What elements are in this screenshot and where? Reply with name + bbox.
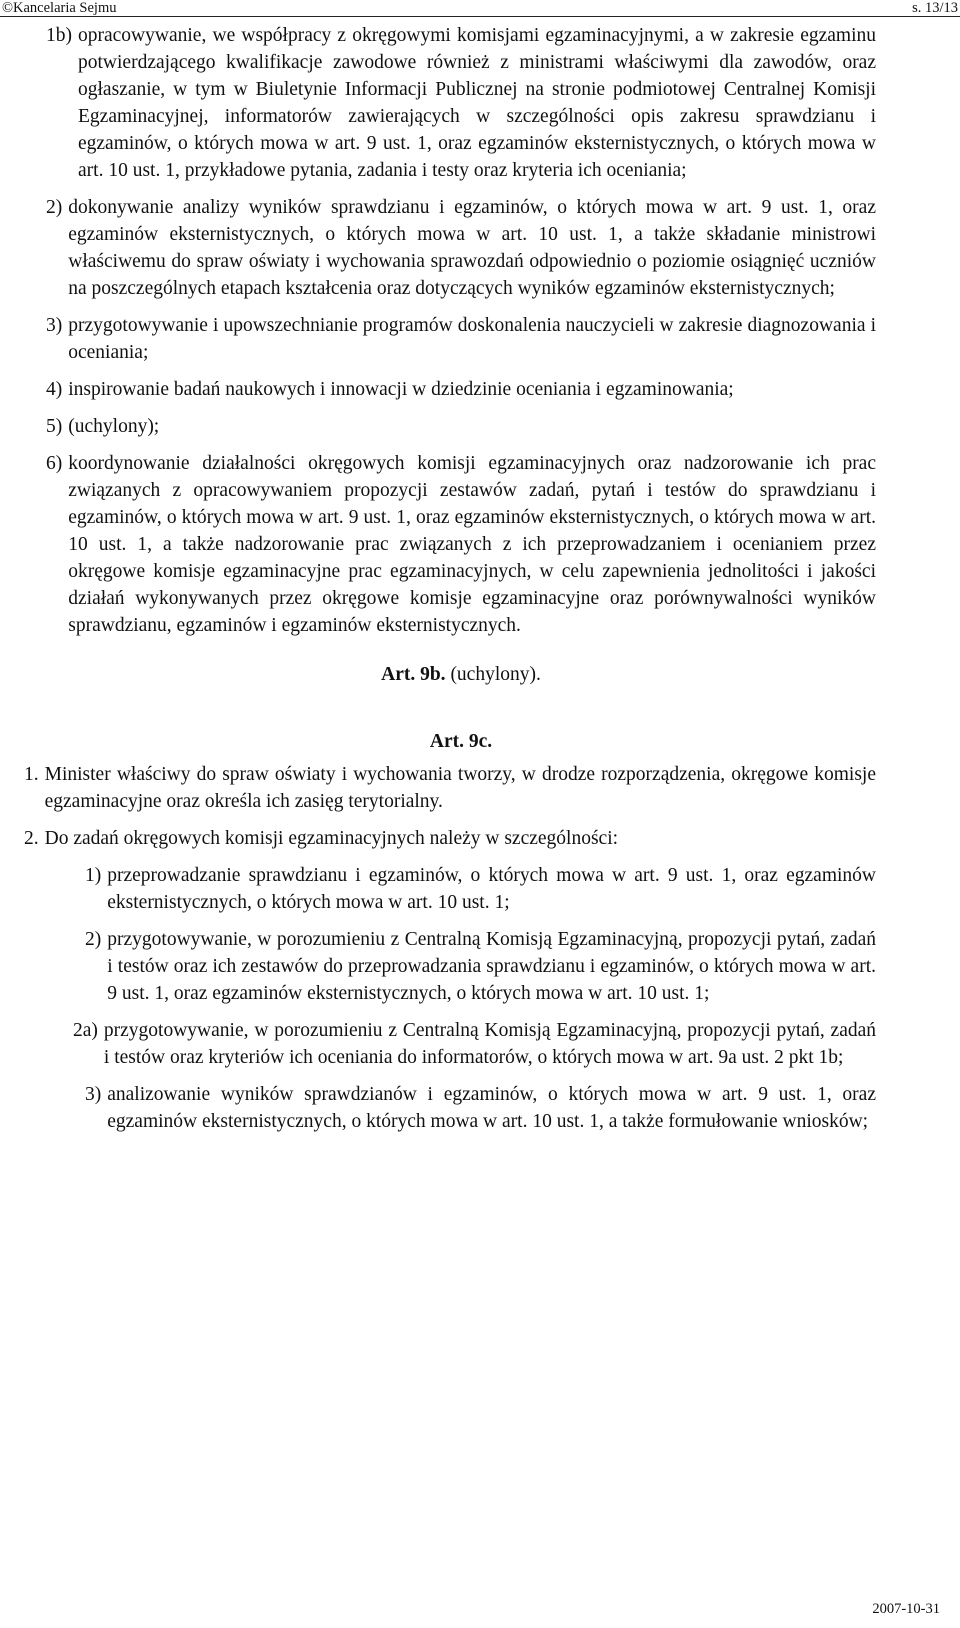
item-text: przygotowywanie i upowszechnianie programów doskonalenia nauczycieli w zakresie diagnozowania i oceniania; <box>68 315 876 363</box>
item-text: przygotowywanie, w porozumieniu z Centralną Komisją Egzaminacyjną, propozycji pytań, zadań i testów oraz kryteriów ich oceniania do informatorów, o których mowa w art. 9a ust. 2 pkt 1b; <box>103 1020 876 1068</box>
page-header <box>0 0 960 20</box>
paragraph-number: 2. <box>24 828 39 849</box>
paragraph-text: Do zadań okręgowych komisji egzaminacyjnych należy w szczególności: <box>44 828 619 849</box>
list-item <box>85 926 876 1007</box>
header-page-number: s. 13/13 <box>912 0 958 16</box>
item-text: opracowywanie, we współpracy z okręgowymi komisjami egzaminacyjnymi, a w zakresie egzaminu potwierdzającego kwalifikacje zawodowe również z ministrami właściwymi dla zawodów, oraz ogłaszanie, w tym w Biuletynie Informacji Publicznej na stronie podmiotowej Centralnej Komisji Egzaminacyjnej, informatorów zawierających w szczególności opis zakresu sprawdzianu i egzaminów, o których mowa w art. 9 ust. 1, oraz egzaminów eksternistycznych, o których mowa w art. 10 ust. 1, przykładowe pytania, zadania i testy oraz kryteria ich oceniania; <box>78 25 876 181</box>
list-item <box>46 376 876 403</box>
list-item <box>46 450 876 639</box>
item-text: inspirowanie badań naukowych i innowacji w dziedzinie oceniania i egzaminowania; <box>68 379 734 400</box>
item-number: 2a) <box>73 1020 98 1041</box>
item-text: przygotowywanie, w porozumieniu z Centralną Komisją Egzaminacyjną, propozycji pytań, zadań i testów oraz ich zestawów do przeprowadzania sprawdzianu i egzaminów, o których mowa w art. 9 ust. 1, oraz egzaminów eksternistycznych, o których mowa w art. 10 ust. 1; <box>107 929 876 1004</box>
item-number: 1) <box>85 865 102 886</box>
article-9b <box>46 661 876 688</box>
header-divider <box>0 16 960 17</box>
document-body <box>24 22 876 1145</box>
list-item <box>85 1081 876 1135</box>
paragraph-text: Minister właściwy do spraw oświaty i wychowania tworzy, w drodze rozporządzenia, okręgowe komisje egzaminacyjne oraz określa ich zasięg terytorialny. <box>44 764 876 812</box>
header-copyright: ©Kancelaria Sejmu <box>2 0 117 16</box>
item-text: przeprowadzanie sprawdzianu i egzaminów, o których mowa w art. 9 ust. 1, oraz egzaminów eksternistycznych, o których mowa w art. 10 ust. 1; <box>107 865 876 913</box>
item-number: 5) <box>46 416 63 437</box>
list-item <box>46 413 876 440</box>
paragraph-number: 1. <box>24 764 39 785</box>
item-text: (uchylony); <box>68 416 160 437</box>
item-number: 3) <box>46 315 63 336</box>
item-number: 2) <box>46 197 63 218</box>
item-number: 6) <box>46 453 63 474</box>
item-text: koordynowanie działalności okręgowych komisji egzaminacyjnych oraz nadzorowanie ich prac związanych z opracowywaniem propozycji zestawów zadań, pytań i testów do sprawdzianu i egzaminów, o których mowa w art. 9 ust. 1, oraz egzaminów eksternistycznych, o których mowa w art. 10 ust. 1, a także nadzorowanie prac związanych z ich przeprowadzaniem i ocenianiem przez okręgowe komisje egzaminacyjne prac egzaminacyjnych, w celu zapewnienia jednolitości i jakości działań wykonywanych przez okręgowe komisje egzaminacyjne oraz porównywalności wyników sprawdzianu, egzaminów i egzaminów eksternistycznych. <box>68 453 876 636</box>
paragraph <box>24 825 876 852</box>
item-text: dokonywanie analizy wyników sprawdzianu i egzaminów, o których mowa w art. 9 ust. 1, oraz egzaminów eksternistycznych, o których mowa w art. 10 ust. 1, a także składanie ministrowi właściwemu do spraw oświaty i wychowania sprawozdań odpowiednio o poziomie osiągnięć uczniów na poszczególnych etapach kształcenia oraz dotyczących wyników egzaminów eksternistycznych; <box>68 197 876 299</box>
footer-date: 2007-10-31 <box>872 1601 940 1617</box>
item-number: 2) <box>85 929 102 950</box>
list-item <box>46 194 876 302</box>
list-item <box>73 1017 876 1071</box>
list-item <box>46 312 876 366</box>
paragraph <box>24 761 876 815</box>
list-item <box>46 22 876 184</box>
article-label: Art. 9b. <box>381 664 446 685</box>
article-text: (uchylony). <box>450 664 541 685</box>
list-item <box>85 862 876 916</box>
item-number: 3) <box>85 1084 102 1105</box>
article-label: Art. 9c. <box>429 731 493 752</box>
article-9c <box>46 728 876 755</box>
item-text: analizowanie wyników sprawdzianów i egzaminów, o których mowa w art. 9 ust. 1, oraz egzaminów eksternistycznych, o których mowa w art. 10 ust. 1, a także formułowanie wniosków; <box>107 1084 876 1132</box>
item-number: 4) <box>46 379 63 400</box>
item-number: 1b) <box>46 25 72 46</box>
sub-list <box>46 862 876 1135</box>
